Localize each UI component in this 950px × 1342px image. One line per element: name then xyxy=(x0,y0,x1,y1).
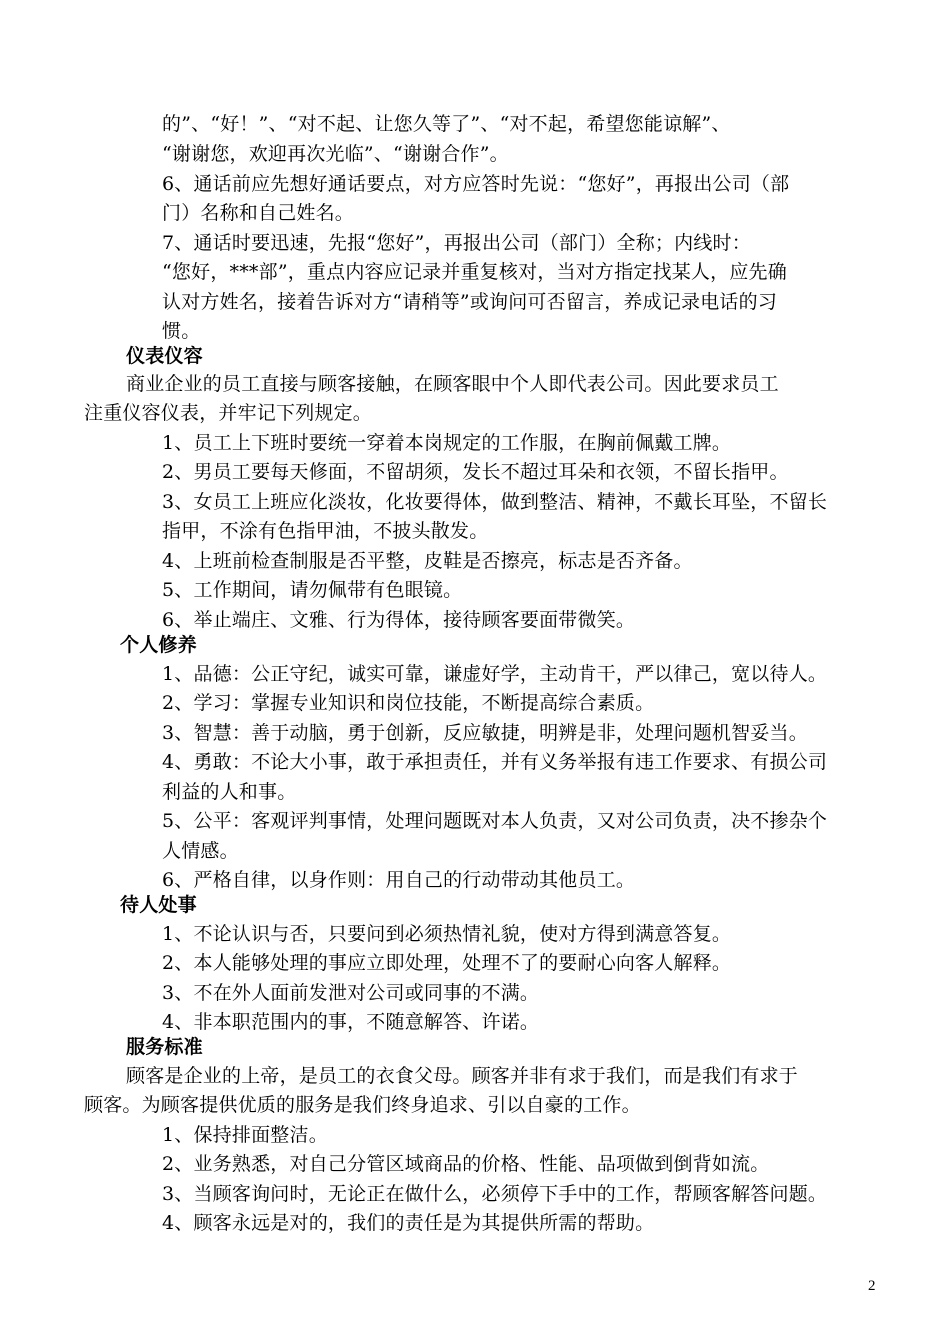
text-line: 利益的人和事。 xyxy=(162,781,297,803)
text-line: 1、不论认识与否，只要问到必须热情礼貌，使对方得到满意答复。 xyxy=(162,923,732,945)
page-number: 2 xyxy=(868,1278,876,1294)
text-line: 3、智慧：善于动脑，勇于创新，反应敏捷，明辨是非，处理问题机智妥当。 xyxy=(162,722,808,744)
text-line: 惯。 xyxy=(162,320,201,342)
text-line: 顾客是企业的上帝，是员工的衣食父母。顾客并非有求于我们，而是我们有求于 xyxy=(126,1065,799,1087)
text-line: 4、顾客永远是对的，我们的责任是为其提供所需的帮助。 xyxy=(162,1212,655,1234)
text-line: 人情感。 xyxy=(162,840,239,862)
text-line: 2、男员工要每天修面，不留胡须，发长不超过耳朵和衣领，不留长指甲。 xyxy=(162,461,789,483)
text-line: 5、公平：客观评判事情，处理问题既对本人负责，又对公司负责，决不掺杂个 xyxy=(162,810,828,832)
text-line: 6、举止端庄、文雅、行为得体，接待顾客要面带微笑。 xyxy=(162,609,636,631)
text-line: “您好，***部”，重点内容应记录并重复核对，当对方指定找某人，应先确 xyxy=(162,261,787,283)
text-line: 2、本人能够处理的事应立即处理，处理不了的要耐心向客人解释。 xyxy=(162,952,732,974)
text-line: 注重仪容仪表，并牢记下列规定。 xyxy=(84,402,373,424)
text-line: 2、业务熟悉，对自己分管区域商品的价格、性能、品项做到倒背如流。 xyxy=(162,1153,770,1175)
text-line: 商业企业的员工直接与顾客接触，在顾客眼中个人即代表公司。因此要求员工 xyxy=(126,373,779,395)
section-heading-appearance: 仪表仪容 xyxy=(126,345,203,367)
text-line: 3、不在外人面前发泄对公司或同事的不满。 xyxy=(162,982,540,1004)
text-line: 3、女员工上班应化淡妆，化妆要得体，做到整洁、精神，不戴长耳坠，不留长 xyxy=(162,491,828,513)
text-line: 4、非本职范围内的事，不随意解答、许诺。 xyxy=(162,1011,540,1033)
text-line: 的”、“好！”、“对不起、让您久等了”、“对不起，希望您能谅解”、 xyxy=(162,113,731,135)
text-line: 1、员工上下班时要统一穿着本岗规定的工作服，在胸前佩戴工牌。 xyxy=(162,432,732,454)
text-line: “谢谢您，欢迎再次光临”、“谢谢合作”。 xyxy=(162,143,509,165)
text-line: 1、品德：公正守纪，诚实可靠，谦虚好学，主动肯干，严以律己，宽以待人。 xyxy=(162,663,828,685)
text-line: 2、学习：掌握专业知识和岗位技能，不断提高综合素质。 xyxy=(162,692,655,714)
text-line: 顾客。为顾客提供优质的服务是我们终身追求、引以自豪的工作。 xyxy=(84,1094,641,1116)
text-line: 6、通话前应先想好通话要点，对方应答时先说：“您好”，再报出公司（部 xyxy=(162,173,790,195)
text-line: 6、严格自律，以身作则：用自己的行动带动其他员工。 xyxy=(162,869,636,891)
text-line: 7、通话时要迅速，先报“您好”，再报出公司（部门）全称；内线时： xyxy=(162,232,751,254)
text-line: 1、保持排面整洁。 xyxy=(162,1124,328,1146)
text-line: 3、当顾客询问时，无论正在做什么，必须停下手中的工作，帮顾客解答问题。 xyxy=(162,1183,828,1205)
text-line: 门）名称和自己姓名。 xyxy=(162,202,355,224)
text-line: 4、上班前检查制服是否平整，皮鞋是否擦亮，标志是否齐备。 xyxy=(162,550,693,572)
text-line: 认对方姓名，接着告诉对方“请稍等”或询问可否留言，养成记录电话的习 xyxy=(162,291,778,313)
section-heading-personal-cultivation: 个人修养 xyxy=(120,634,197,656)
section-heading-service-standards: 服务标准 xyxy=(126,1036,203,1058)
text-line: 指甲，不涂有色指甲油，不披头散发。 xyxy=(162,520,489,542)
text-line: 5、工作期间，请勿佩带有色眼镜。 xyxy=(162,579,463,601)
text-line: 4、勇敢：不论大小事，敢于承担责任，并有义务举报有违工作要求、有损公司 xyxy=(162,751,828,773)
section-heading-dealing-with-people: 待人处事 xyxy=(120,894,197,916)
